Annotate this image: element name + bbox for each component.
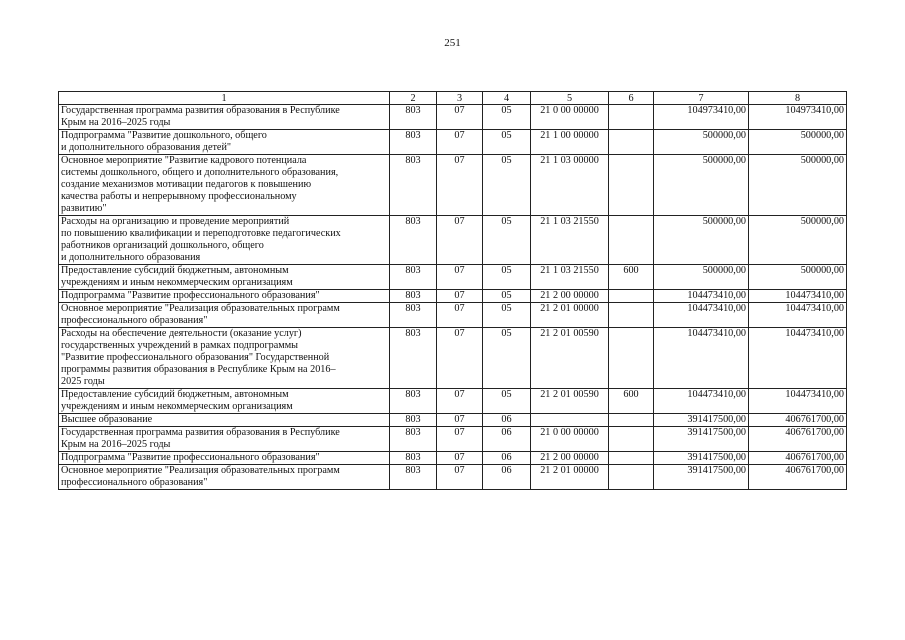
row-subsection-cell: 06 <box>483 427 531 452</box>
row-amount-2-cell: 104973410,00 <box>749 105 847 130</box>
row-subsection-cell: 05 <box>483 105 531 130</box>
row-amount-2-cell: 500000,00 <box>749 265 847 290</box>
header-cell-3: 3 <box>437 92 483 105</box>
row-expense-type-cell <box>609 328 654 389</box>
row-amount-2-cell: 406761700,00 <box>749 452 847 465</box>
row-expense-type-cell <box>609 452 654 465</box>
header-cell-7: 7 <box>654 92 749 105</box>
row-amount-1-cell: 104973410,00 <box>654 105 749 130</box>
row-section-cell: 07 <box>437 216 483 265</box>
table-row <box>59 265 847 290</box>
row-target-article-cell: 21 2 01 00590 <box>531 389 609 414</box>
table-row <box>59 155 847 216</box>
row-section-cell: 07 <box>437 130 483 155</box>
row-name-cell: Предоставление субсидий бюджетным, автономным учреждениям и иным некоммерческим организациям <box>59 389 390 414</box>
row-code-cell: 803 <box>390 465 437 490</box>
row-amount-2-cell: 104473410,00 <box>749 290 847 303</box>
row-section-cell: 07 <box>437 414 483 427</box>
table-row <box>59 303 847 328</box>
row-expense-type-cell <box>609 465 654 490</box>
header-cell-4: 4 <box>483 92 531 105</box>
row-amount-1-cell: 391417500,00 <box>654 414 749 427</box>
row-name-cell: Расходы на обеспечение деятельности (оказание услуг) государственных учреждений в рамках подпрограммы "Развитие профессионального образования" Государственной программы развития образования в Республике Крым на 2016– 2025 годы <box>59 328 390 389</box>
row-name-cell: Основное мероприятие "Реализация образовательных программ профессионального образования" <box>59 303 390 328</box>
row-code-cell: 803 <box>390 303 437 328</box>
row-amount-1-cell: 104473410,00 <box>654 389 749 414</box>
row-amount-1-cell: 500000,00 <box>654 130 749 155</box>
row-target-article-cell: 21 1 03 21550 <box>531 216 609 265</box>
header-row <box>59 92 847 105</box>
row-code-cell: 803 <box>390 265 437 290</box>
row-code-cell: 803 <box>390 389 437 414</box>
row-code-cell: 803 <box>390 414 437 427</box>
row-amount-1-cell: 104473410,00 <box>654 290 749 303</box>
row-amount-1-cell: 391417500,00 <box>654 452 749 465</box>
row-section-cell: 07 <box>437 328 483 389</box>
row-amount-1-cell: 391417500,00 <box>654 465 749 490</box>
row-target-article-cell: 21 2 01 00000 <box>531 465 609 490</box>
row-target-article-cell: 21 0 00 00000 <box>531 105 609 130</box>
row-expense-type-cell <box>609 130 654 155</box>
row-expense-type-cell <box>609 105 654 130</box>
row-code-cell: 803 <box>390 105 437 130</box>
row-section-cell: 07 <box>437 465 483 490</box>
row-amount-2-cell: 500000,00 <box>749 155 847 216</box>
row-name-cell: Высшее образование <box>59 414 390 427</box>
header-cell-2: 2 <box>390 92 437 105</box>
row-amount-1-cell: 104473410,00 <box>654 303 749 328</box>
row-expense-type-cell <box>609 303 654 328</box>
row-name-cell: Подпрограмма "Развитие профессионального образования" <box>59 290 390 303</box>
row-subsection-cell: 05 <box>483 155 531 216</box>
row-subsection-cell: 05 <box>483 216 531 265</box>
row-target-article-cell: 21 1 03 21550 <box>531 265 609 290</box>
table-row <box>59 216 847 265</box>
row-section-cell: 07 <box>437 105 483 130</box>
row-section-cell: 07 <box>437 290 483 303</box>
row-subsection-cell: 05 <box>483 290 531 303</box>
table-row <box>59 389 847 414</box>
row-amount-2-cell: 406761700,00 <box>749 427 847 452</box>
row-amount-2-cell: 104473410,00 <box>749 389 847 414</box>
row-expense-type-cell <box>609 427 654 452</box>
row-subsection-cell: 05 <box>483 130 531 155</box>
row-expense-type-cell <box>609 216 654 265</box>
row-name-cell: Расходы на организацию и проведение мероприятий по повышению квалификации и переподготовке педагогических работников организаций дошкольного, общего и дополнительного образования <box>59 216 390 265</box>
row-amount-1-cell: 500000,00 <box>654 265 749 290</box>
row-target-article-cell: 21 1 00 00000 <box>531 130 609 155</box>
row-name-cell: Подпрограмма "Развитие дошкольного, общего и дополнительного образования детей" <box>59 130 390 155</box>
row-target-article-cell: 21 1 03 00000 <box>531 155 609 216</box>
row-target-article-cell: 21 2 00 00000 <box>531 452 609 465</box>
row-section-cell: 07 <box>437 389 483 414</box>
header-cell-6: 6 <box>609 92 654 105</box>
header-cell-5: 5 <box>531 92 609 105</box>
row-amount-1-cell: 391417500,00 <box>654 427 749 452</box>
row-subsection-cell: 05 <box>483 303 531 328</box>
row-subsection-cell: 06 <box>483 452 531 465</box>
row-target-article-cell: 21 2 00 00000 <box>531 290 609 303</box>
row-amount-1-cell: 104473410,00 <box>654 328 749 389</box>
row-subsection-cell: 05 <box>483 389 531 414</box>
header-cell-8: 8 <box>749 92 847 105</box>
row-target-article-cell <box>531 414 609 427</box>
row-subsection-cell: 05 <box>483 328 531 389</box>
row-amount-2-cell: 104473410,00 <box>749 328 847 389</box>
row-amount-1-cell: 500000,00 <box>654 216 749 265</box>
row-subsection-cell: 06 <box>483 414 531 427</box>
row-expense-type-cell <box>609 155 654 216</box>
row-amount-2-cell: 406761700,00 <box>749 465 847 490</box>
row-expense-type-cell <box>609 290 654 303</box>
row-code-cell: 803 <box>390 216 437 265</box>
table-row <box>59 452 847 465</box>
budget-table <box>58 91 847 490</box>
row-amount-2-cell: 104473410,00 <box>749 303 847 328</box>
row-name-cell: Основное мероприятие "Реализация образовательных программ профессионального образования" <box>59 465 390 490</box>
row-code-cell: 803 <box>390 328 437 389</box>
row-subsection-cell: 05 <box>483 265 531 290</box>
row-section-cell: 07 <box>437 265 483 290</box>
row-expense-type-cell: 600 <box>609 389 654 414</box>
table-row <box>59 328 847 389</box>
row-amount-2-cell: 406761700,00 <box>749 414 847 427</box>
row-subsection-cell: 06 <box>483 465 531 490</box>
row-amount-1-cell: 500000,00 <box>654 155 749 216</box>
table-row <box>59 427 847 452</box>
row-expense-type-cell <box>609 414 654 427</box>
table-row <box>59 465 847 490</box>
row-section-cell: 07 <box>437 155 483 216</box>
table-body <box>59 105 847 490</box>
table-row <box>59 414 847 427</box>
row-section-cell: 07 <box>437 427 483 452</box>
row-name-cell: Основное мероприятие "Развитие кадрового потенциала системы дошкольного, общего и дополнительного образования, создание механизмов мотивации педагогов к повышению качества работы и непрерывному профессиональному развитию" <box>59 155 390 216</box>
row-code-cell: 803 <box>390 155 437 216</box>
table-row <box>59 290 847 303</box>
row-code-cell: 803 <box>390 427 437 452</box>
row-target-article-cell: 21 0 00 00000 <box>531 427 609 452</box>
table-row <box>59 105 847 130</box>
row-name-cell: Предоставление субсидий бюджетным, автономным учреждениям и иным некоммерческим организациям <box>59 265 390 290</box>
row-amount-2-cell: 500000,00 <box>749 130 847 155</box>
row-section-cell: 07 <box>437 452 483 465</box>
row-code-cell: 803 <box>390 290 437 303</box>
page-number: 251 <box>444 37 461 49</box>
row-name-cell: Подпрограмма "Развитие профессионального образования" <box>59 452 390 465</box>
table-row <box>59 130 847 155</box>
row-code-cell: 803 <box>390 452 437 465</box>
row-code-cell: 803 <box>390 130 437 155</box>
row-target-article-cell: 21 2 01 00000 <box>531 303 609 328</box>
row-name-cell: Государственная программа развития образования в Республике Крым на 2016–2025 годы <box>59 427 390 452</box>
row-amount-2-cell: 500000,00 <box>749 216 847 265</box>
row-name-cell: Государственная программа развития образования в Республике Крым на 2016–2025 годы <box>59 105 390 130</box>
header-cell-1: 1 <box>59 92 390 105</box>
row-section-cell: 07 <box>437 303 483 328</box>
row-expense-type-cell: 600 <box>609 265 654 290</box>
row-target-article-cell: 21 2 01 00590 <box>531 328 609 389</box>
